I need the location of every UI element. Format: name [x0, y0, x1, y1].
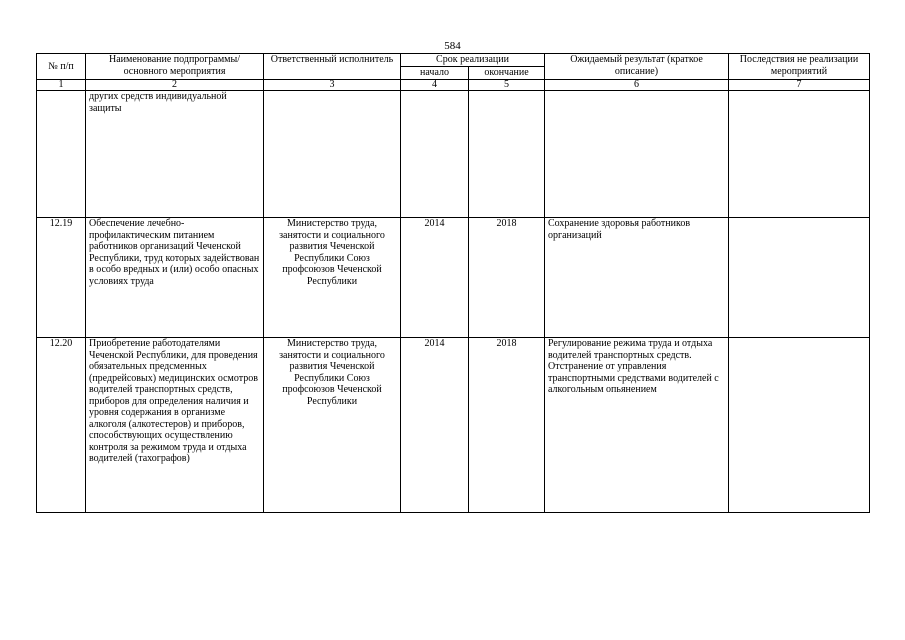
row-number: 12.20 [37, 338, 86, 513]
measures-table [36, 53, 870, 513]
header-responsible: Ответственный исполнитель [264, 54, 401, 80]
table-row [37, 91, 870, 218]
header-consequences: Последствия не реализации мероприятий [729, 54, 870, 80]
column-index: 4 [401, 80, 469, 91]
header-num: № п/п [37, 54, 86, 80]
row-number [37, 91, 86, 218]
header-start: начало [401, 67, 469, 80]
consequences [729, 91, 870, 218]
header-name: Наименование подпрограммы/ основного мероприятия [86, 54, 264, 80]
column-index: 2 [86, 80, 264, 91]
column-index: 6 [545, 80, 729, 91]
column-index: 7 [729, 80, 870, 91]
start-year [401, 91, 469, 218]
header-end: окончание [469, 67, 545, 80]
expected-result: Регулирование режима труда и отдыха водителей транспортных средств. Отстранение от управления транспортными средствами водителей с алкогольным опьянением [545, 338, 729, 513]
end-year: 2018 [469, 218, 545, 338]
consequences [729, 338, 870, 513]
table-row [37, 338, 870, 513]
header-period: Срок реализации [401, 54, 545, 67]
start-year: 2014 [401, 218, 469, 338]
end-year [469, 91, 545, 218]
column-index-row [37, 80, 870, 91]
consequences [729, 218, 870, 338]
start-year: 2014 [401, 338, 469, 513]
end-year: 2018 [469, 338, 545, 513]
responsible: Министерство труда, занятости и социального развития Чеченской Республики Союз профсоюзов Чеченской Республики [264, 218, 401, 338]
column-index: 5 [469, 80, 545, 91]
row-number: 12.19 [37, 218, 86, 338]
table-row [37, 218, 870, 338]
measure-name: Приобретение работодателями Чеченской Республики, для проведения обязательных предсменных (предрейсовых) медицинских осмотров водителей транспортных средств, приборов для определения наличия и уровня содержания в организме алкоголя (алкотестеров) и приборов, способствующих осуществлению контроля за режимом труда и отдыха водителей (тахографов) [86, 338, 264, 513]
measure-name: других средств индивидуальной защиты [86, 91, 264, 218]
measure-name: Обеспечение лечебно-профилактическим питанием работников организаций Чеченской Республики, труд которых задействован в особо вредных и (или) особо опасных условиях труда [86, 218, 264, 338]
header-result: Ожидаемый результат (краткое описание) [545, 54, 729, 80]
column-index: 3 [264, 80, 401, 91]
responsible [264, 91, 401, 218]
responsible: Министерство труда, занятости и социального развития Чеченской Республики Союз профсоюзов Чеченской Республики [264, 338, 401, 513]
page-number: 584 [444, 40, 461, 52]
expected-result: Сохранение здоровья работников организаций [545, 218, 729, 338]
expected-result [545, 91, 729, 218]
column-index: 1 [37, 80, 86, 91]
